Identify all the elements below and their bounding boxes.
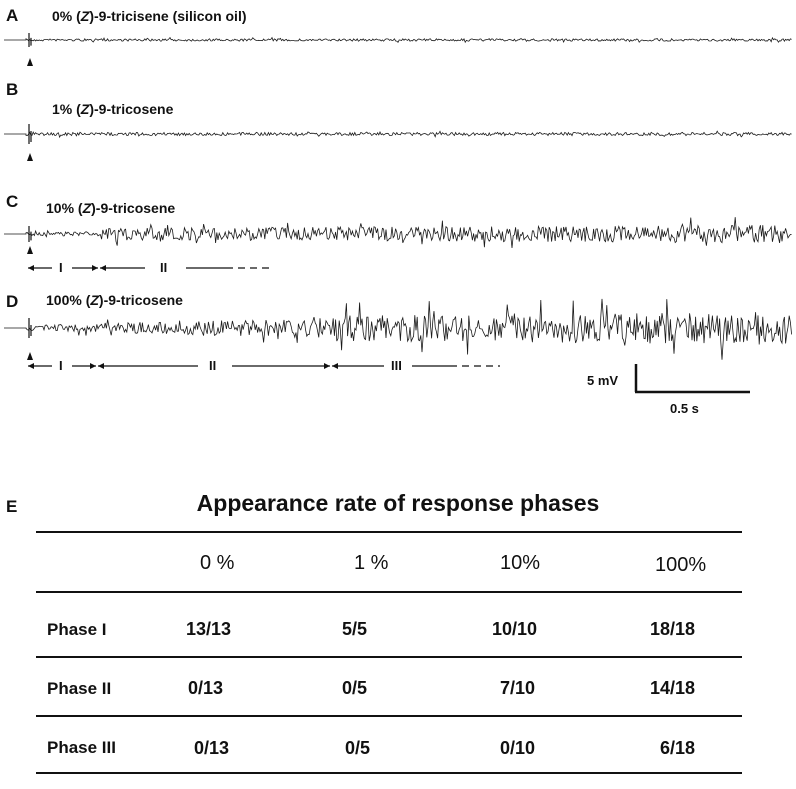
trace-d-stimulus-artifact: [29, 318, 31, 338]
trace-d-title-italic: Z: [90, 292, 99, 308]
panel-letter-d: D: [6, 292, 19, 311]
scale-bar: [620, 360, 760, 400]
trace-a-stimulus-marker: [27, 58, 33, 66]
phase-label-d-ii: II: [209, 358, 217, 373]
row-label-phase-iii: Phase III: [47, 738, 116, 757]
cell-phase-ii-100pct: 14/18: [650, 678, 696, 698]
trace-b-waveform: [4, 131, 792, 137]
trace-c-waveform: [4, 217, 792, 248]
cell-phase-ii-10pct: 7/10: [500, 678, 536, 698]
trace-c-stimulus-marker: [27, 246, 33, 254]
trace-a-title-post: )-9-tricisene (silicon oil): [89, 8, 247, 24]
panel-letter-b: B: [6, 80, 19, 99]
scale-bar-voltage-label: 5 mV: [587, 373, 619, 388]
trace-a-title-italic: Z: [80, 8, 90, 24]
row-label-phase-i: Phase I: [47, 620, 107, 639]
trace-d-waveform: [4, 299, 792, 360]
trace-c-title-italic: Z: [82, 200, 92, 216]
trace-c-recording: [0, 212, 796, 256]
column-header-0pct: 0 %: [200, 552, 235, 574]
cell-phase-ii-1pct: 0/5: [342, 678, 368, 698]
trace-c-phase-markers: [0, 258, 796, 278]
trace-d-title-pre: 100% (: [46, 292, 91, 308]
trace-b-title-italic: Z: [80, 101, 90, 117]
table-rule-bottom: [36, 772, 742, 774]
phase-label-d-i: I: [59, 358, 63, 373]
phase-label-c-ii: II: [160, 260, 168, 275]
panel-letter-c: C: [6, 192, 19, 211]
column-header-10pct: 10%: [500, 552, 541, 574]
trace-a-waveform: [4, 38, 792, 43]
cell-phase-iii-1pct: 0/5: [345, 738, 371, 758]
table-rule-header: [36, 591, 742, 593]
panel-letter-a: A: [6, 6, 19, 25]
trace-c-title-post: )-9-tricosene: [91, 200, 176, 216]
trace-a-title-pre: 0% (: [52, 8, 81, 24]
column-header-1pct: 1 %: [354, 552, 389, 574]
column-header-100pct: 100%: [655, 554, 707, 576]
trace-b-title-post: )-9-tricosene: [89, 101, 174, 117]
phase-label-c-i: I: [59, 260, 63, 275]
row-label-phase-ii: Phase II: [47, 679, 112, 698]
table-rule-2: [36, 715, 742, 717]
trace-b-stimulus-marker: [27, 153, 33, 161]
cell-phase-i-0pct: 13/13: [186, 619, 232, 639]
trace-d-recording: [0, 296, 796, 364]
table-rule-top: [36, 531, 742, 533]
trace-b-title-pre: 1% (: [52, 101, 81, 117]
phase-label-d-iii: III: [391, 358, 402, 373]
cell-phase-i-100pct: 18/18: [650, 619, 696, 639]
cell-phase-ii-0pct: 0/13: [188, 678, 224, 698]
panel-letter-e: E: [6, 497, 18, 516]
cell-phase-iii-10pct: 0/10: [500, 738, 536, 758]
cell-phase-iii-0pct: 0/13: [194, 738, 230, 758]
table-rule-1: [36, 656, 742, 658]
cell-phase-iii-100pct: 6/18: [660, 738, 696, 758]
trace-a-recording: [0, 22, 796, 70]
cell-phase-i-10pct: 10/10: [492, 619, 538, 639]
table-title: Appearance rate of response phases: [196, 490, 600, 516]
trace-b-recording: [0, 112, 796, 164]
cell-phase-i-1pct: 5/5: [342, 619, 368, 639]
trace-c-title-pre: 10% (: [46, 200, 83, 216]
scale-bar-time-label: 0.5 s: [670, 401, 699, 416]
trace-d-title-post: )-9-tricosene: [98, 292, 183, 308]
